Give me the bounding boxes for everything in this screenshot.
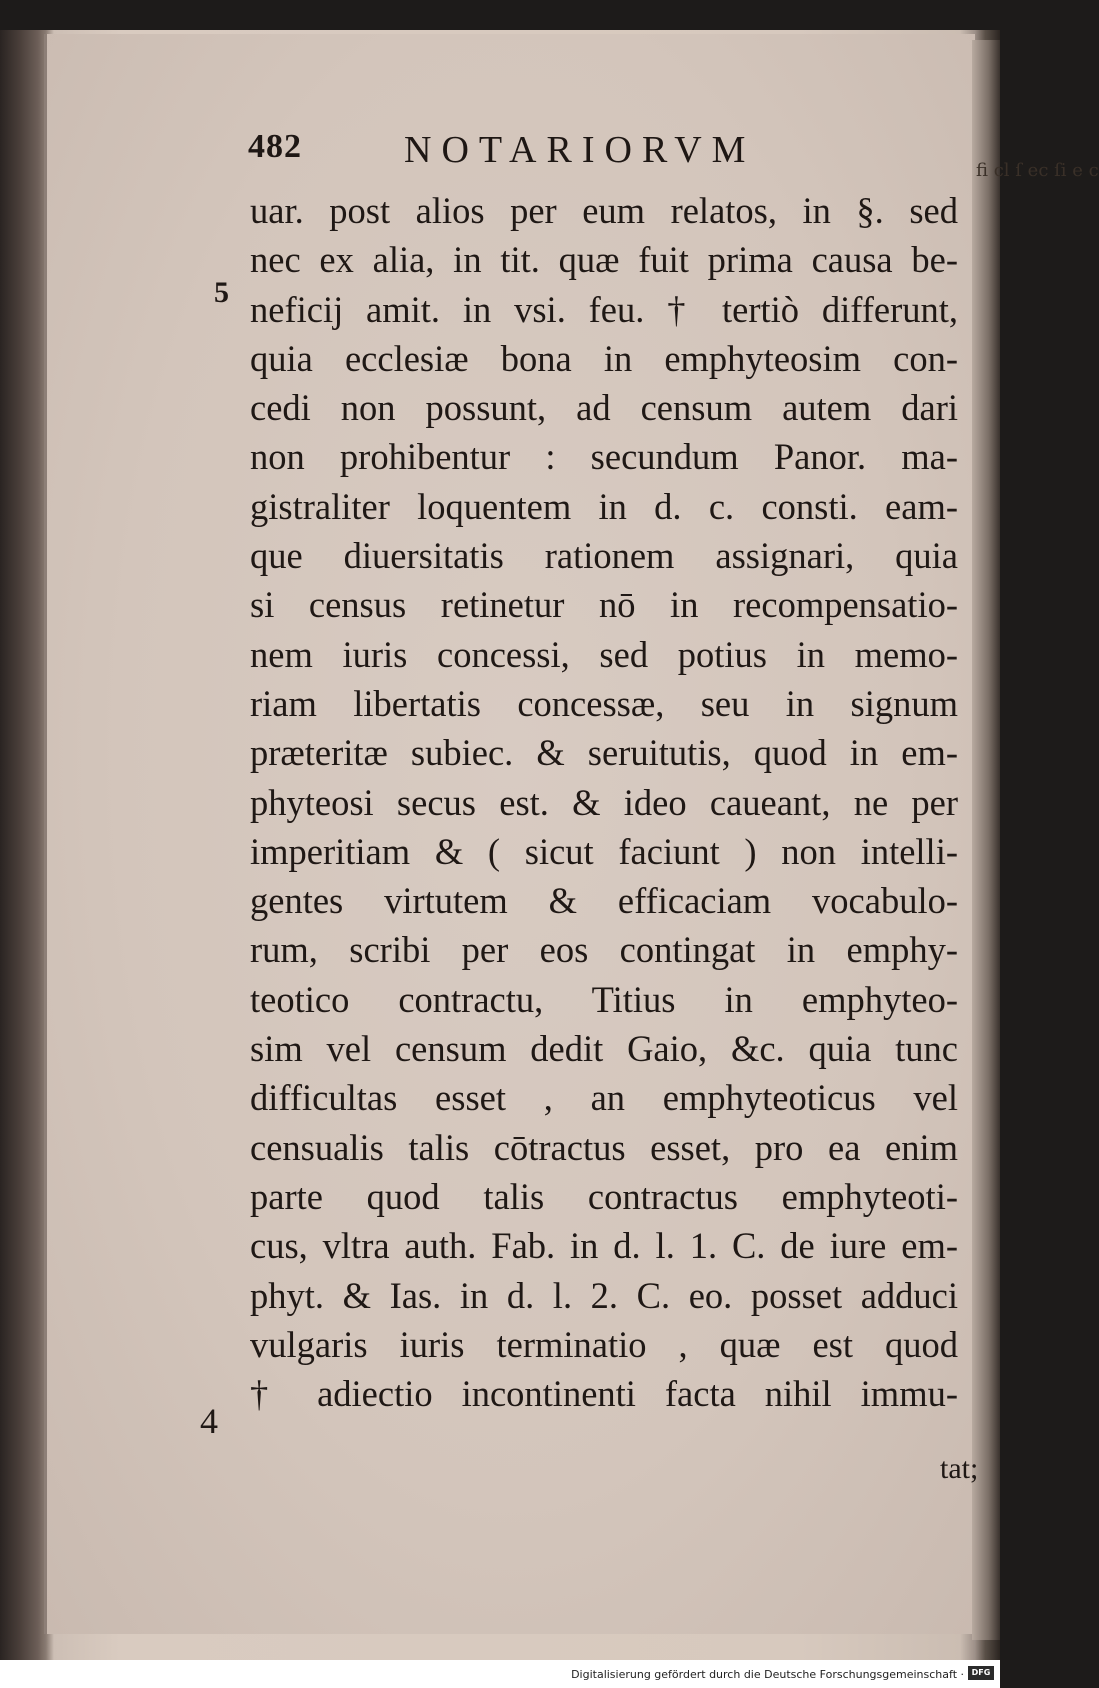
facing-page-edge-text: fi cl ſ ec ſi e c: [976, 160, 1099, 181]
text-line: quia ecclesiæ bona in emphyteosim con-: [250, 337, 958, 379]
text-line: nec ex alia, in tit. quæ fuit prima causa be-: [250, 239, 958, 281]
text-line: difficultas esset , an emphyteoticus vel: [250, 1077, 958, 1119]
text-line: si census retinetur nō in recompensatio-: [250, 584, 958, 626]
text-line: riam libertatis concessæ, seu in signum: [250, 682, 958, 724]
text-line: que diuersitatis rationem assignari, quia: [250, 535, 958, 577]
text-line: cedi non possunt, ad censum autem dari: [250, 387, 958, 429]
text-line: teotico contractu, Titius in emphyteo-: [250, 978, 958, 1020]
text-line: uar. post alios per eum relatos, in §. sed: [250, 190, 958, 231]
text-line: censualis talis cōtractus esset, pro ea enim: [250, 1126, 958, 1168]
dfg-logo-icon: DFG: [968, 1666, 994, 1680]
catchword: tat;: [940, 1452, 979, 1485]
text-line: præteritæ subiec. & seruitutis, quod in em-: [250, 732, 958, 774]
margin-note-number: 5: [214, 276, 229, 309]
text-line: non prohibentur : secundum Panor. ma-: [250, 436, 958, 478]
text-line: gentes virtutem & efficaciam vocabulo-: [250, 880, 958, 922]
text-line: vulgaris iuris terminatio , quæ est quod: [250, 1323, 958, 1365]
text-line: neficij amit. in vsi. feu. † tertiò differunt,: [250, 288, 958, 330]
text-line: imperitiam & ( sicut faciunt ) non intelli-: [250, 830, 958, 872]
running-head: NOTARIORVM: [404, 129, 756, 171]
text-line: gistraliter loquentem in d. c. consti. eam-: [250, 485, 958, 527]
text-line: rum, scribi per eos contingat in emphy-: [250, 929, 958, 971]
text-line: nem iuris concessi, sed potius in memo-: [250, 633, 958, 675]
text-line: sim vel censum dedit Gaio, &c. quia tunc: [250, 1028, 958, 1070]
page-number: 482: [248, 128, 302, 165]
funding-credit: Digitalisierung gefördert durch die Deutsche Forschungsgemeinschaft ·: [571, 1668, 964, 1681]
margin-note-number: 4: [200, 1401, 218, 1441]
text-line: † adiectio incontinenti facta nihil immu-: [250, 1373, 958, 1415]
text-line: cus, vltra auth. Fab. in d. l. 1. C. de iure em-: [250, 1225, 958, 1267]
text-line: parte quod talis contractus emphyteoti-: [250, 1175, 958, 1217]
text-line: phyteosi secus est. & ideo caueant, ne per: [250, 781, 958, 823]
body-text: [250, 186, 958, 1418]
page-header: [248, 128, 968, 178]
text-line: phyt. & Ias. in d. l. 2. C. eo. posset adduci: [250, 1274, 958, 1316]
